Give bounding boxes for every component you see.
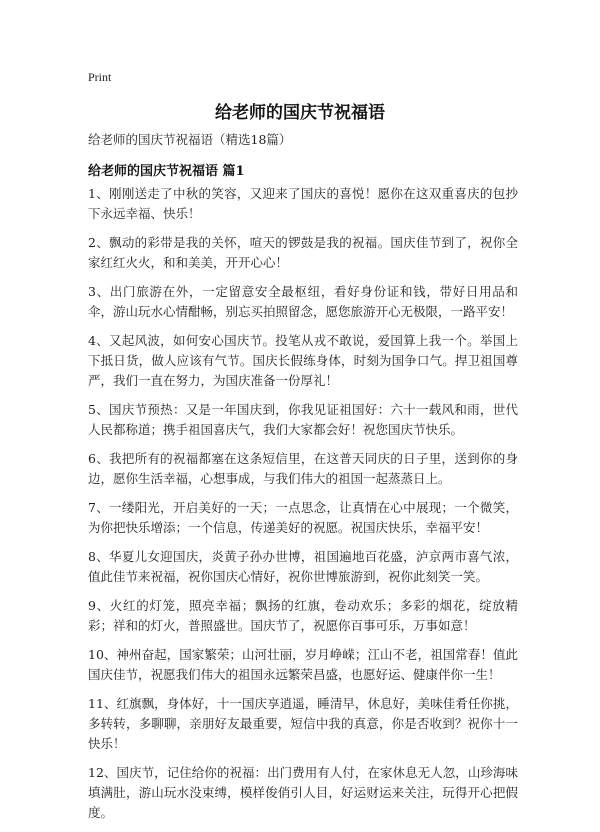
- paragraph: 8、华夏儿女迎国庆，炎黄子孙办世博，祖国遍地百花盛，泸京两市喜气浓，值此佳节来祝福，祝你国庆心情好，祝你世博旅游到，祝你此刻笑一笑。: [88, 549, 518, 584]
- page-title: 给老师的国庆节祝福语: [215, 103, 385, 123]
- paragraph: 9、火红的灯笼，照亮幸福；飘扬的红旗，卷动欢乐；多彩的烟花，绽放精彩；祥和的灯火，普照盛世。国庆节了，祝愿你百事可乐，万事如意！: [88, 598, 518, 633]
- paragraph: 4、又起风波，如何安心国庆节。投笔从戎不敢说，爱国算上我一个。举国上下抵日货，做人应该有气节。国庆长假练身体，时刻为国争口气。捍卫祖国尊严，我们一直在努力，为国庆准备一份厚礼！: [88, 333, 518, 388]
- paragraph: 7、一缕阳光，开启美好的一天；一点思念，让真情在心中展现；一个微笑，为你把快乐增添；一个信息，传递美好的祝愿。祝国庆快乐，幸福平安！: [88, 500, 518, 535]
- paragraph: 10、神州奋起，国家繁荣；山河壮丽，岁月峥嵘；江山不老，祖国常春！值此国庆佳节，祝愿我们伟大的祖国永远繁荣昌盛，也愿好运、健康伴你一生！: [88, 647, 518, 682]
- paragraph: 1、刚刚送走了中秋的笑容，又迎来了国庆的喜悦！愿你在这双重喜庆的包抄下永远幸福、快乐！: [88, 186, 518, 221]
- blessings-list: [88, 184, 518, 832]
- paragraph: 12、国庆节，记住给你的祝福：出门费用有人付，在家休息无人忽，山珍海味填满肚，游山玩水没束缚，模样俊俏引人目，好运财运来关注，玩得开心把假度。: [88, 765, 518, 820]
- section-heading: 给老师的国庆节祝福语 篇1: [88, 164, 245, 179]
- document-subtitle: 给老师的国庆节祝福语（精选18篇）: [88, 132, 292, 147]
- paragraph: 6、我把所有的祝福都塞在这条短信里，在这普天同庆的日子里，送到你的身边，愿你生活幸福，心想事成，与我们伟大的祖国一起蒸蒸日上。: [88, 451, 518, 486]
- paragraph: 2、飘动的彩带是我的关怀，喧天的锣鼓是我的祝福。国庆佳节到了，祝你全家红红火火，和和美美，开开心心！: [88, 235, 518, 270]
- paragraph: 5、国庆节预热：又是一年国庆到，你我见证祖国好：六十一载风和雨，世代人民都称道；携手祖国喜庆气，我们大家都会好！祝您国庆节快乐。: [88, 402, 518, 437]
- paragraph: 3、出门旅游在外，一定留意安全最枢纽，看好身份证和钱，带好日用品和伞，游山玩水心情酣畅，别忘买拍照留念，愿您旅游开心无极限，一路平安！: [88, 284, 518, 319]
- print-link[interactable]: Print: [88, 70, 112, 84]
- paragraph: 11、红旗飘，身体好，十一国庆享逍遥，睡清早，休息好，美味佳肴任你挑，多转转，多聊聊，亲朋好友最重要，短信中我的真意，你是否收到？祝你十一快乐！: [88, 696, 518, 751]
